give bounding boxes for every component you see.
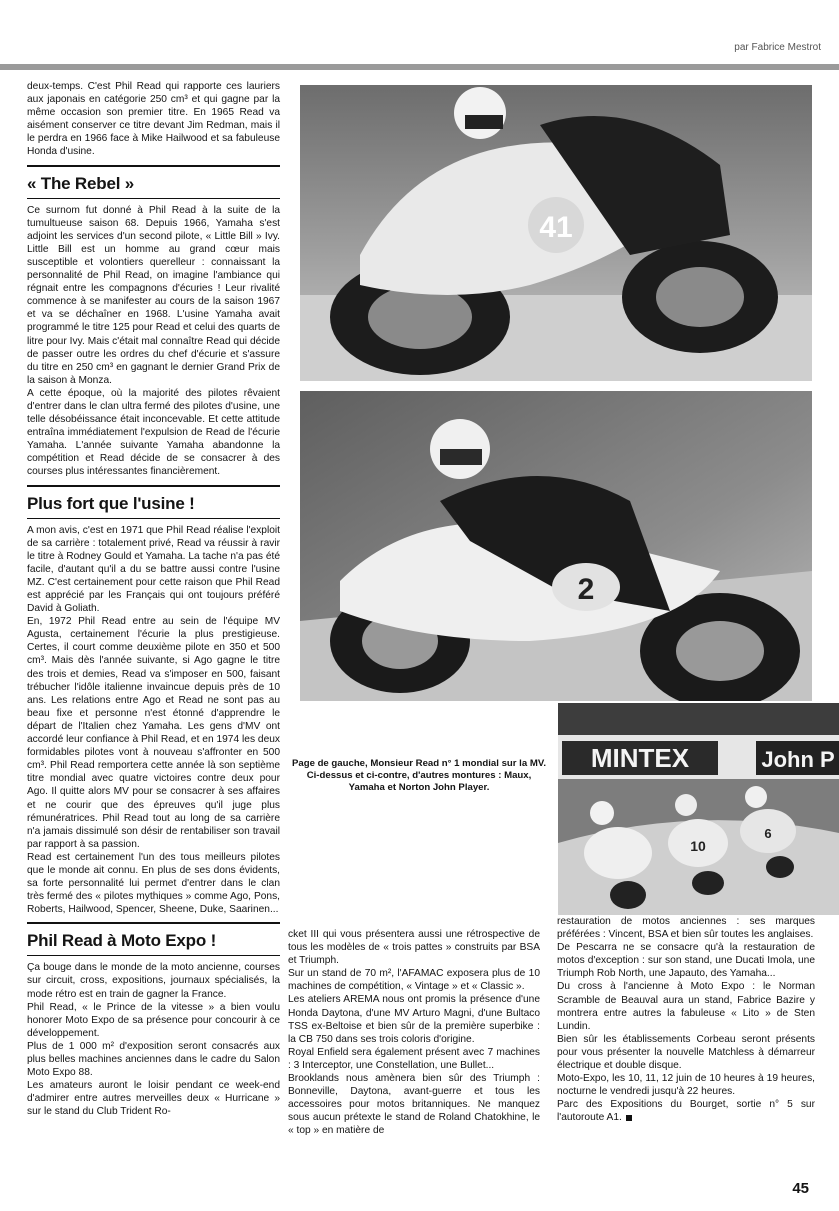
rider-number-6: 6 — [764, 826, 772, 841]
heading-the-rebel: « The Rebel » — [27, 165, 280, 199]
banner-john-player: John P — [761, 747, 835, 772]
column-right — [557, 915, 815, 1125]
caption-line-2: Ci-dessus et ci-contre, d'autres montures : Maux, Yamaha et Norton John Player. — [306, 770, 532, 793]
right-paragraph-1: restauration de motos anciennes : ses marques préférées : Vincent, BSA et bien sûr toutes les anglaises. — [557, 916, 815, 941]
heading-moto-expo: Phil Read à Moto Expo ! — [27, 922, 280, 956]
column-middle — [288, 928, 540, 1138]
race-number-41: 41 — [539, 211, 573, 244]
right-paragraph-2: De Pescarra ne se consacre qu'à la restauration de motos d'exception : sur son stand, une Ducati Imola, une Triumph Rob North, une Japauto, des Yamaha... — [557, 942, 815, 980]
photo-rider-41 — [300, 85, 812, 381]
expo-paragraph-3: Plus de 1 000 m² d'exposition seront consacrés aux plus belles machines anciennes dans le cadre du Salon Moto Expo 88. — [27, 1040, 280, 1079]
expo-paragraph-4: Les amateurs auront le loisir pendant ce week-end d'admirer entre autres merveilles deux « Hurricane » sur le stand du Club Trident Ro- — [27, 1080, 280, 1118]
right-paragraph-6 — [557, 1098, 815, 1124]
caption-line-1: Page de gauche, Monsieur Read n° 1 mondial sur la MV. — [291, 758, 547, 769]
right-paragraph-6-text: Parc des Expositions du Bourget, sortie n° 5 sur l'autoroute A1. — [557, 1099, 815, 1124]
rider-number-10: 10 — [690, 838, 706, 854]
header-rule — [0, 64, 839, 70]
photo-mintex-race — [558, 703, 839, 915]
banner-mintex: MINTEX — [590, 743, 690, 773]
mid-paragraph-3: Les ateliers AREMA nous ont promis la présence d'une Honda Daytona, d'une MV Arturo Magni, d'une Bultaco TSS ex-Beltoise et bien sûr de la première superbike : la CB 750 dans ses trois coloris d'origine. — [288, 994, 540, 1045]
mid-paragraph-5: Brooklands nous amènera bien sûr des Triumph : Bonneville, Daytona, avant-guerre et tous les accessoires pour motos britanniques. Ne manquez sous aucun prétexte le stand de Roland Chatokhine, le « top » en matière de — [288, 1073, 540, 1137]
right-paragraph-5: Moto-Expo, les 10, 11, 12 juin de 10 heures à 19 heures, nocturne le vendredi jusqu'à 22 heures. — [557, 1073, 815, 1098]
usine-paragraph-1: A mon avis, c'est en 1971 que Phil Read réalise l'exploit de sa carrière : totalement privé, Read va réussir à ravir le titre à Rodney Gould et Yamaha. La tache n'a pas été facile, d'autant qu'il a du se battre aussi contre l'usine MZ. C'est certainement pour cette raison que Phil Read est apprécié par les Français qui ont toujours préféré David à Goliath. — [27, 524, 280, 615]
byline: par Fabrice Mestrot — [734, 42, 821, 53]
rebel-paragraph-1: Ce surnom fut donné à Phil Read à la suite de la tumultueuse saison 68. Depuis 1966, Yamaha s'est adjoint les services d'un second pilote, « Little Bill » Ivy. Little Bill est un homme au grand cœur mais susceptible et volontiers querelleur : connaissant la personnalité de Phil Read, on imagine l'ambiance qui régnait entre les compagnons d'écuries ! Leur rivalité commence à se manifester au cours de la saison 1967 et va se déchaîner en 1968. L'usine Yamaha avait programmé le titre 125 pour Read et celui des quarts de litre pour Ivy. Mais c'était mal connaître Read qui décide de passer outre les ordres du chef d'écurie et s'assure du titre en 250 cm³ en gagnant le dernier Grand Prix de la saison à Monza. — [27, 204, 280, 386]
photo-rider-2 — [300, 391, 812, 701]
page-number: 45 — [792, 1180, 809, 1197]
expo-paragraph-1: Ça bouge dans le monde de la moto ancienne, courses sur circuit, cross, expositions, journaux spécialisés, la mode rétro est en train de gagner la France. — [27, 962, 280, 1000]
usine-paragraph-2: En, 1972 Phil Read entre au sein de l'équipe MV Agusta, certainement l'écurie la plus prestigieuse. Certes, il court comme deuxième pilote en 350 et 500 cm³. Mais dès l'année suivante, si Ago gagne le titre des trois et demies, Read va s'imposer en 500, faisant trébucher l'idôle italienne invaincue depuis près de 10 ans. Les relations entre Ago et Read ne sont pas au beau fixe et personne n'est étonné d'apprendre le départ de l'Italien chez Yamaha. Les gens d'MV ont accordé leur confiance à Phil Read, et en 1974 les deux formidables pilotes vont à nouveau s'affronter en 500 cm³. Phil Read remportera cette année là son septième titre mondial avec quatre victoires contre deux pour Ago. Il quitte alors MV pour se consacrer à ses affaires et ne courir que des épreuves qu'il juge plus rémunératrices. Phil Read tout au long de sa carrière n'a jamais dissimulé son désir de rentabiliser son travail par rapport à sa passion. — [27, 616, 280, 850]
expo-paragraph-2: Phil Read, « le Prince de la vitesse » a bien voulu honorer Moto Expo de sa présence pour concourir à ce développement. — [27, 1001, 280, 1039]
column-left — [27, 80, 280, 1118]
intro-paragraph: deux-temps. C'est Phil Read qui rapporte ces lauriers aux japonais en catégorie 250 cm³ et qui gagne par la même occasion son premier titre. En 1965 Read va aisément conserver ce titre devant Jim Redman, mais il le perdra en 1966 face à Mike Hailwood et sa fabuleuse Honda d'usine. — [27, 81, 280, 158]
mid-paragraph-2: Sur un stand de 70 m², l'AFAMAC exposera plus de 10 machines de compétition, « Vintage » et « Classic ». — [288, 968, 540, 993]
photo-caption — [288, 758, 550, 794]
usine-paragraph-3: Read est certainement l'un des tous meilleurs pilotes que le monde ait connu. En plus de ses dons évidents, sa forte personnalité lui permet d'entrer dans le clan très fermé des « pilotes mythiques » comme Ago, Pons, Roberts, Hailwood, Spencer, Sheene, Duke, Saarinen... — [27, 851, 280, 916]
mid-paragraph-4: Royal Enfield sera également présent avec 7 machines : 3 Interceptor, une Constellation, une Bullet... — [288, 1046, 540, 1071]
mid-paragraph-1: cket III qui vous présentera aussi une rétrospective de tous les modèles de « trois pattes » construits par BSA et Triumph. — [288, 929, 540, 967]
heading-plus-fort: Plus fort que l'usine ! — [27, 485, 280, 519]
end-mark — [626, 1115, 632, 1121]
right-paragraph-4: Bien sûr les établissements Corbeau seront présents pour vous présenter la nouvelle Matchless à démarreur électrique et double disque. — [557, 1033, 815, 1072]
race-number-2: 2 — [577, 573, 595, 606]
rebel-paragraph-2: A cette époque, où la majorité des pilotes rêvaient d'entrer dans le clan ultra fermé des pilotes d'usine, une telle désobéissance était inconcevable. Et cette attitude entraîna immédiatement l'expulsion de Read de l'écurie Yamaha. L'année suivante Yamaha abandonne la compétition et Read décide de se consacrer à des courses plus intéressantes financièrement. — [27, 387, 280, 478]
right-paragraph-3: Du cross à l'ancienne à Moto Expo : le Norman Scramble de Beauval aura un stand, Fabrice Bazire y montrera entre autres la fabuleuse « Lito » de Sten Lundin. — [557, 981, 815, 1032]
